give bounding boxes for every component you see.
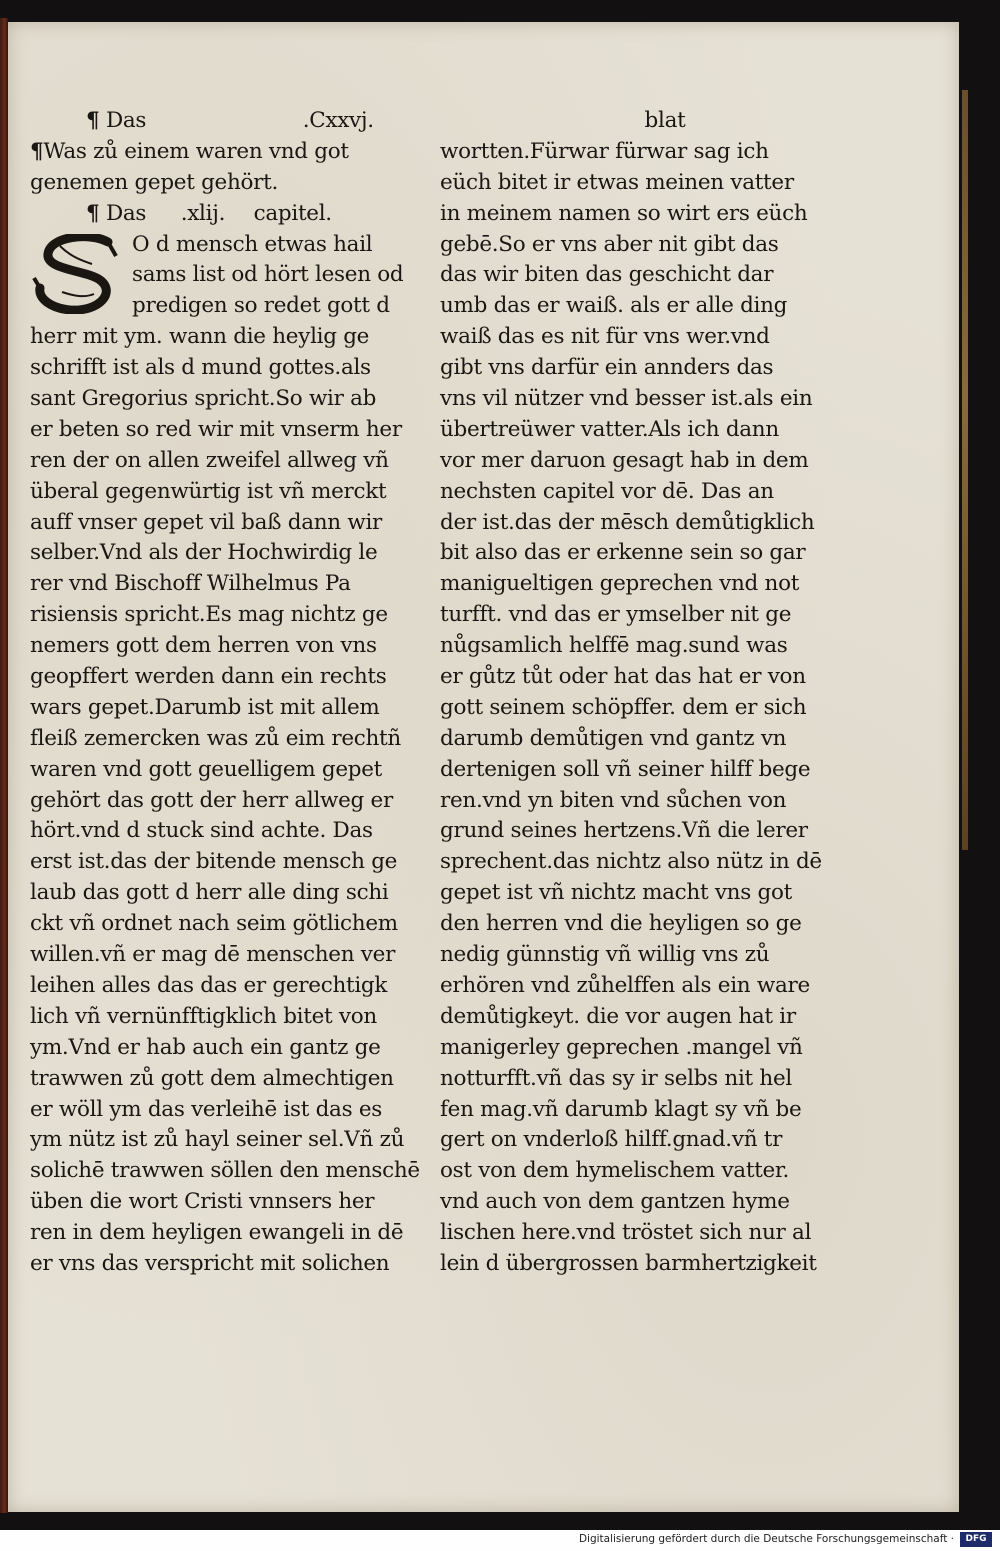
text-line: rer vnd Bischoff Wilhelmus Pa bbox=[30, 571, 351, 597]
text-line: eüch bitet ir etwas meinen vatter bbox=[440, 169, 794, 195]
initial-text-line: predigen so redet gott d bbox=[132, 293, 390, 319]
running-header-title: Das bbox=[105, 108, 147, 133]
text-line: manigerley geprechen .mangel vñ bbox=[440, 1034, 803, 1060]
text-line: gert on vnderloß hilff.gnad.vñ tr bbox=[440, 1127, 783, 1153]
text-line: wars gepet.Darumb ist mit allem bbox=[30, 694, 380, 720]
text-line: gott seinem schöpffer. dem er sich bbox=[440, 694, 807, 720]
folio-number: .Cxxvj. bbox=[302, 108, 374, 133]
text-line: übertreüwer vatter.Als ich dann bbox=[440, 416, 779, 442]
footer-credit-bar bbox=[0, 1530, 1000, 1551]
text-line: leihen alles das das er gerechtigk bbox=[30, 972, 388, 998]
text-line: vor mer daruon gesagt hab in dem bbox=[440, 447, 809, 473]
text-line: fleiß zemercken was zů eim rechtñ bbox=[30, 725, 401, 751]
text-line: der ist.das der mēsch demůtigklich bbox=[440, 509, 815, 535]
heading-line: ¶Was zů einem waren vnd got bbox=[30, 138, 349, 164]
pilcrow-icon: ¶ bbox=[86, 200, 100, 226]
text-line: ren in dem heyligen ewangeli in dē bbox=[30, 1220, 404, 1246]
text-line: wortten.Fürwar fürwar sag ich bbox=[440, 138, 769, 164]
text-line: manigueltigen geprechen vnd not bbox=[440, 571, 800, 597]
text-line: gehört das gott der herr allweg er bbox=[30, 787, 393, 813]
text-line: den herren vnd die heyligen so ge bbox=[440, 911, 802, 937]
chapter-word: Das bbox=[105, 200, 147, 226]
text-line: ckt vñ ordnet nach seim götlichem bbox=[30, 911, 398, 937]
text-line: selber.Vnd als der Hochwirdig le bbox=[30, 540, 378, 566]
text-line: vns vil nützer vnd besser ist.als ein bbox=[440, 386, 813, 412]
book-binding-edge bbox=[0, 18, 8, 1513]
chapter-label: capitel. bbox=[253, 200, 332, 226]
text-line: lischen here.vnd tröstet sich nur al bbox=[440, 1220, 812, 1246]
text-line: laub das gott d herr alle ding schi bbox=[30, 880, 389, 906]
text-line: erst ist.das der bitende mensch ge bbox=[30, 849, 398, 875]
text-line: schrifft ist als d mund gottes.als bbox=[30, 355, 371, 381]
text-line: er beten so red wir mit vnserm her bbox=[30, 416, 402, 442]
text-line: er gůtz tůt oder hat das hat er von bbox=[440, 664, 806, 690]
text-line: vnd auch von dem gantzen hyme bbox=[440, 1189, 790, 1215]
text-line: ym nütz ist zů hayl seiner sel.Vñ zů bbox=[30, 1127, 405, 1153]
left-text-column bbox=[30, 106, 430, 1280]
running-header-right: blat bbox=[644, 108, 686, 133]
text-line: auff vnser gepet vil baß dann wir bbox=[30, 509, 382, 535]
initial-text-line: O d mensch etwas hail bbox=[132, 231, 373, 257]
text-line: solichē trawwen söllen den menschē bbox=[30, 1158, 420, 1184]
text-line: notturfft.vñ das sy ir selbs nit hel bbox=[440, 1065, 792, 1091]
text-line: er vns das verspricht mit solichen bbox=[30, 1250, 390, 1276]
text-line: sprechent.das nichtz also nütz in dē bbox=[440, 849, 822, 875]
text-line: waiß das es nit für vns wer.vnd bbox=[440, 324, 770, 350]
initial-text-line: sams list od hört lesen od bbox=[132, 262, 404, 288]
text-line: ost von dem hymelischem vatter. bbox=[440, 1158, 790, 1184]
text-line: er wöll ym das verleihē ist das es bbox=[30, 1096, 383, 1122]
running-header-left bbox=[30, 106, 430, 137]
text-line: lein d übergrossen barmhertzigkeit bbox=[440, 1250, 817, 1276]
initial-lines bbox=[30, 230, 430, 323]
text-line: trawwen zů gott dem almechtigen bbox=[30, 1065, 394, 1091]
text-line: erhören vnd zůhelffen als ein ware bbox=[440, 972, 810, 998]
text-line: nedig günnstig vñ willig vns zů bbox=[440, 942, 770, 968]
text-line: fen mag.vñ darumb klagt sy vñ be bbox=[440, 1096, 802, 1122]
left-body-text bbox=[30, 322, 430, 1280]
text-line: üben die wort Cristi vnnsers her bbox=[30, 1189, 375, 1215]
text-line: turfft. vnd das er ymselber nit ge bbox=[440, 602, 792, 628]
text-line: das wir biten das geschicht dar bbox=[440, 262, 774, 288]
chapter-number: .xlij. bbox=[180, 200, 226, 226]
text-line: grund seines hertzens.Vñ die lerer bbox=[440, 818, 808, 844]
text-line: dertenigen soll vñ seiner hilff bege bbox=[440, 756, 811, 782]
text-line: sant Gregorius spricht.So wir ab bbox=[30, 386, 377, 412]
text-line: nemers gott dem herren von vns bbox=[30, 633, 377, 659]
dfg-logo-icon: DFG bbox=[960, 1532, 992, 1547]
heading-line: genemen gepet gehört. bbox=[30, 169, 279, 195]
right-body-text bbox=[440, 137, 830, 1280]
text-line: waren vnd gott geuelligem gepet bbox=[30, 756, 383, 782]
text-line: hört.vnd d stuck sind achte. Das bbox=[30, 818, 373, 844]
text-line: gibt vns darfür ein annders das bbox=[440, 355, 774, 381]
text-line: ym.Vnd er hab auch ein gantz ge bbox=[30, 1034, 381, 1060]
text-line: geopffert werden dann ein rechts bbox=[30, 664, 387, 690]
text-line: willen.vñ er mag dē menschen ver bbox=[30, 942, 396, 968]
text-line: risiensis spricht.Es mag nichtz ge bbox=[30, 602, 388, 628]
text-line: überal gegenwürtig ist vñ merckt bbox=[30, 478, 387, 504]
text-line: lich vñ vernünfftigklich bitet von bbox=[30, 1003, 377, 1029]
text-line: nechsten capitel vor dē. Das an bbox=[440, 478, 774, 504]
page-edge-strip bbox=[962, 90, 968, 850]
chapter-line bbox=[30, 199, 430, 230]
text-line: bit also das er erkenne sein so gar bbox=[440, 540, 806, 566]
text-line: ren.vnd yn biten vnd sůchen von bbox=[440, 787, 787, 813]
text-line: darumb demůtigen vnd gantz vn bbox=[440, 725, 787, 751]
text-line: umb das er waiß. als er alle ding bbox=[440, 293, 788, 319]
pilcrow-icon: ¶ bbox=[86, 108, 100, 133]
funding-credit-text: Digitalisierung gefördert durch die Deutsche Forschungsgemeinschaft · bbox=[578, 1533, 954, 1545]
text-line: gebē.So er vns aber nit gibt das bbox=[440, 231, 779, 257]
text-line: gepet ist vñ nichtz macht vns got bbox=[440, 880, 792, 906]
text-line: nůgsamlich helffē mag.sund was bbox=[440, 633, 788, 659]
right-text-column bbox=[440, 106, 830, 1280]
text-line: ren der on allen zweifel allweg vñ bbox=[30, 447, 389, 473]
text-line: demůtigkeyt. die vor augen hat ir bbox=[440, 1003, 796, 1029]
text-line: in meinem namen so wirt ers eüch bbox=[440, 200, 808, 226]
pilcrow-icon: ¶ bbox=[30, 138, 44, 164]
text-line: herr mit ym. wann die heylig ge bbox=[30, 324, 370, 350]
chapter-heading bbox=[30, 137, 430, 199]
